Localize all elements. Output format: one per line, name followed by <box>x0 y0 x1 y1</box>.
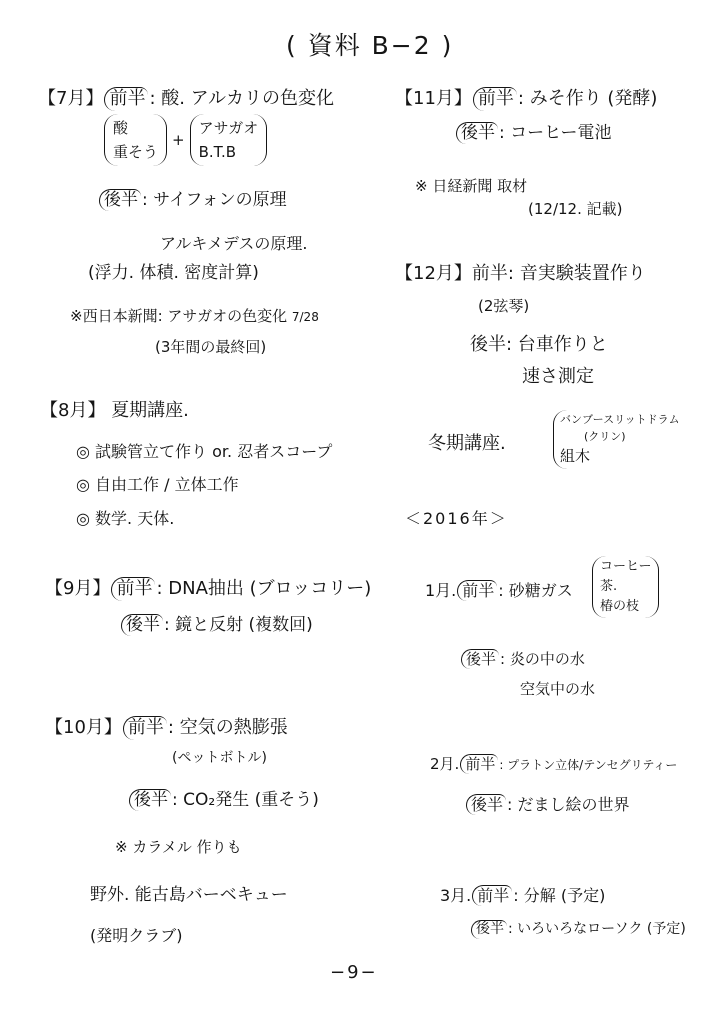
first-half-label: 前半 <box>473 87 517 111</box>
second-half-label: 後半 <box>471 920 507 939</box>
month-label: 3月. <box>440 886 472 905</box>
august-heading <box>40 400 189 423</box>
first-half-label: 前半 <box>123 716 167 740</box>
topic-text: : いろいろなローソク (予定) <box>508 921 686 937</box>
buoyancy-line: (浮力. 体積. 密度計算) <box>88 263 259 283</box>
march-first-half <box>440 885 605 906</box>
july-second-half <box>98 189 287 211</box>
topic-text: : 砂糖ガス <box>498 581 573 600</box>
page-title: ( 資料 B−2 ) <box>286 31 454 60</box>
february-second-half <box>465 794 630 815</box>
list-item: バンブースリットドラム <box>560 413 680 426</box>
page-number: −9− <box>330 962 378 983</box>
topic-text: : 炎の中の水 <box>500 650 585 668</box>
second-half-label: 後半 <box>470 334 506 355</box>
note-text: ※西日本新聞: アサガオの色変化 <box>70 307 288 325</box>
topic-text: : CO₂発生 (重そう) <box>172 790 319 810</box>
month-label: 【12月】 <box>395 263 472 284</box>
july-note-detail: (3年間の最終回) <box>155 338 267 356</box>
acid-item: 酸 <box>113 119 129 137</box>
october-first-half <box>45 716 288 740</box>
february-first-half <box>430 754 677 774</box>
november-first-half <box>395 87 657 111</box>
month-label: 【11月】 <box>395 88 472 109</box>
list-item: (クリン) <box>584 430 626 444</box>
december-second-line: 速さ測定 <box>522 366 594 387</box>
list-item: 組木 <box>560 447 591 466</box>
november-second-half <box>455 122 611 144</box>
second-half-label: 後半 <box>456 122 498 144</box>
july-indicator-mix <box>104 114 267 166</box>
january-second-half <box>460 649 585 669</box>
solution-group <box>104 114 167 166</box>
note-date: 7/28 <box>291 310 319 324</box>
topic-text: : みそ作り (発酵) <box>517 88 658 109</box>
btb-item: B.T.B <box>198 143 237 161</box>
first-half-label: 前半 <box>457 580 497 601</box>
month-label: 【9月】 <box>45 578 111 599</box>
topic-text: : 空気の熱膨張 <box>167 717 288 738</box>
winter-course-list <box>553 410 686 469</box>
january-first-half <box>425 580 573 601</box>
october-second-half <box>128 789 319 811</box>
indicator-group <box>190 114 268 166</box>
topic-text: : 酸. アルカリの色変化 <box>149 88 334 109</box>
december-sub: (2弦琴) <box>478 297 530 315</box>
july-first-half <box>38 87 334 111</box>
september-first-half <box>45 577 371 601</box>
month-label: 2月. <box>430 755 460 773</box>
december-first-half <box>395 263 646 286</box>
topic-text: : コーヒー電池 <box>499 123 612 143</box>
first-half-label: 前半 <box>460 754 498 774</box>
baking-soda-item: 重そう <box>113 143 159 161</box>
topic-text: : 鏡と反射 (複数回) <box>164 615 313 635</box>
second-half-label: 後半 <box>121 614 163 636</box>
summer-course-title: 夏期講座. <box>111 400 189 421</box>
list-item: 椿の枝 <box>600 599 640 615</box>
first-half-label: 前半 <box>472 885 512 906</box>
morning-glory-item: アサガオ <box>198 119 259 137</box>
august-item: ◎ 自由工作 / 立体工作 <box>76 475 239 494</box>
month-label: 1月. <box>425 581 457 600</box>
first-half-label: 前半 <box>471 263 508 284</box>
august-item: ◎ 数学. 天体. <box>76 509 175 528</box>
october-sub: (ペットボトル) <box>172 750 267 766</box>
winter-course-label: 冬期講座. <box>428 433 506 454</box>
october-note: ※ カラメル 作りも <box>115 838 242 856</box>
november-note-date: (12/12. 記載) <box>528 200 623 218</box>
list-item: 茶. <box>600 579 618 595</box>
year-heading: ＜2016年＞ <box>405 509 508 528</box>
month-label: 【7月】 <box>38 88 104 109</box>
november-note: ※ 日経新聞 取材 <box>415 177 528 195</box>
month-label: 【8月】 <box>40 400 106 421</box>
topic-text: : だまし絵の世界 <box>507 795 630 814</box>
topic-text: : 台車作りと <box>506 334 608 355</box>
first-half-label: 前半 <box>111 577 155 601</box>
second-half-label: 後半 <box>461 649 499 669</box>
topic-text: : プラトン立体/テンセグリティー <box>499 758 678 772</box>
invention-club-line: (発明クラブ) <box>90 926 183 945</box>
topic-text: : 分解 (予定) <box>513 886 606 905</box>
january-material-list <box>592 556 659 618</box>
december-second-half <box>470 334 608 357</box>
archimedes-line: アルキメデスの原理. <box>160 234 308 253</box>
second-half-label: 後半 <box>466 794 506 815</box>
list-item: コーヒー <box>600 559 652 574</box>
plus-sign: + <box>172 130 185 149</box>
month-label: 【10月】 <box>45 717 122 738</box>
topic-text: : サイフォンの原理 <box>142 190 287 210</box>
topic-text: : DNA抽出 (ブロッコリー) <box>156 578 372 599</box>
second-half-label: 後半 <box>99 189 141 211</box>
first-half-label: 前半 <box>104 87 148 111</box>
march-second-half <box>470 920 686 939</box>
july-newspaper-note <box>70 307 319 326</box>
outing-line: 野外. 能古島バーベキュー <box>90 885 288 905</box>
second-half-label: 後半 <box>129 789 171 811</box>
topic-text: : 音実験装置作り <box>507 263 646 284</box>
august-item: ◎ 試験管立て作り or. 忍者スコープ <box>76 442 333 461</box>
september-second-half <box>120 614 313 636</box>
january-second-line: 空気中の水 <box>520 680 596 698</box>
